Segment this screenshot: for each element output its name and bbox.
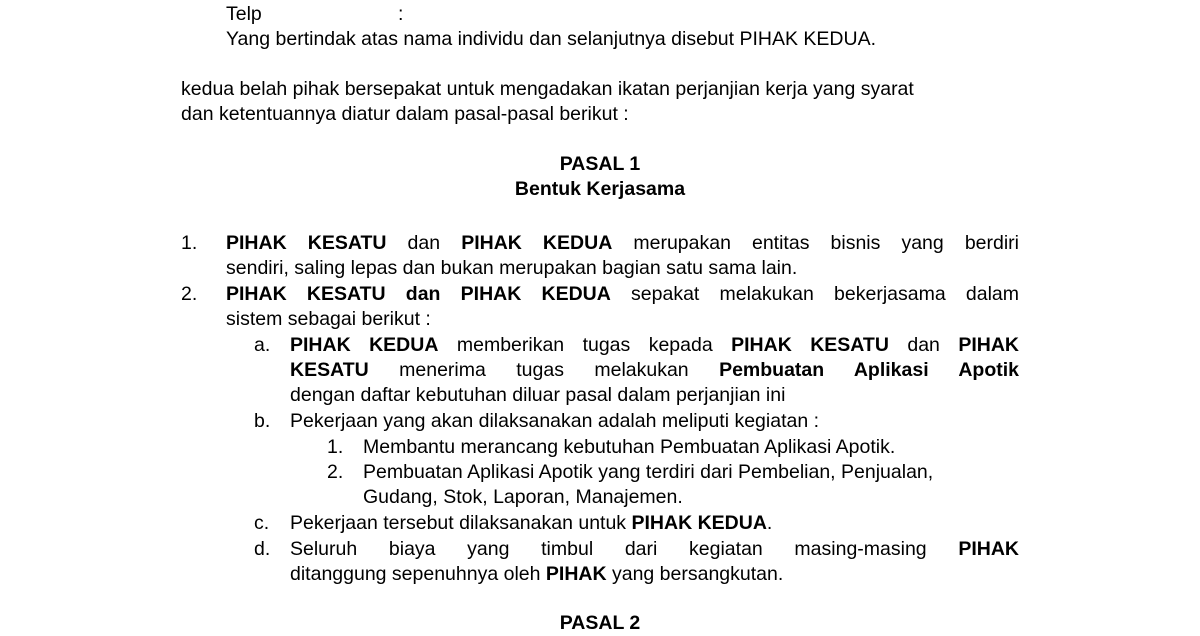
item-1-number: 1. — [181, 232, 198, 254]
intro-line-2: dan ketentuannya diatur dalam pasal-pasal berikut : — [181, 103, 629, 125]
sub-c-text: Pekerjaan tersebut dilaksanakan untuk PIHAK KEDUA. — [290, 512, 773, 534]
sub-c-letter: c. — [254, 512, 270, 534]
sub-d-line-1: Seluruh biaya yang timbul dari kegiatan masing-masing PIHAK — [290, 538, 1019, 560]
sub-b-2-line-2: Gudang, Stok, Laporan, Manajemen. — [363, 486, 683, 508]
pasal-2-heading: PASAL 2 — [559, 612, 641, 634]
sub-a-line-1: PIHAK KEDUA memberikan tugas kepada PIHAK KESATU dan PIHAK — [290, 334, 1019, 356]
acting-line: Yang bertindak atas nama individu dan selanjutnya disebut PIHAK KEDUA. — [226, 28, 877, 50]
item-1-line-2: sendiri, saling lepas dan bukan merupakan bagian satu sama lain. — [226, 257, 798, 279]
telp-label: Telp — [226, 3, 262, 25]
sub-b-text: Pekerjaan yang akan dilaksanakan adalah meliputi kegiatan : — [290, 410, 820, 432]
sub-b-1-number: 1. — [327, 436, 344, 458]
item-1-line-1: PIHAK KESATU dan PIHAK KEDUA merupakan entitas bisnis yang berdiri — [226, 232, 1020, 254]
item-2-line-2: sistem sebagai berikut : — [226, 308, 431, 330]
sub-a-letter: a. — [254, 334, 271, 356]
sub-b-letter: b. — [254, 410, 271, 432]
intro-line-1: kedua belah pihak bersepakat untuk mengadakan ikatan perjanjian kerja yang syarat — [181, 78, 914, 100]
sub-a-line-3: dengan daftar kebutuhan diluar pasal dalam perjanjian ini — [290, 384, 786, 406]
pasal-1-heading: PASAL 1 — [559, 153, 641, 175]
telp-colon: : — [398, 3, 404, 25]
pasal-1-title: Bentuk Kerjasama — [514, 178, 686, 200]
sub-b-1-text: Membantu merancang kebutuhan Pembuatan Aplikasi Apotik. — [363, 436, 896, 458]
item-2-number: 2. — [181, 283, 198, 305]
sub-d-letter: d. — [254, 538, 271, 560]
item-2-line-1: PIHAK KESATU dan PIHAK KEDUA sepakat melakukan bekerjasama dalam — [226, 283, 1019, 305]
sub-a-line-2: KESATU menerima tugas melakukan Pembuatan Aplikasi Apotik — [290, 359, 1019, 381]
sub-b-2-line-1: Pembuatan Aplikasi Apotik yang terdiri dari Pembelian, Penjualan, — [363, 461, 934, 483]
sub-d-line-2: ditanggung sepenuhnya oleh PIHAK yang bersangkutan. — [290, 563, 784, 585]
sub-b-2-number: 2. — [327, 461, 344, 483]
